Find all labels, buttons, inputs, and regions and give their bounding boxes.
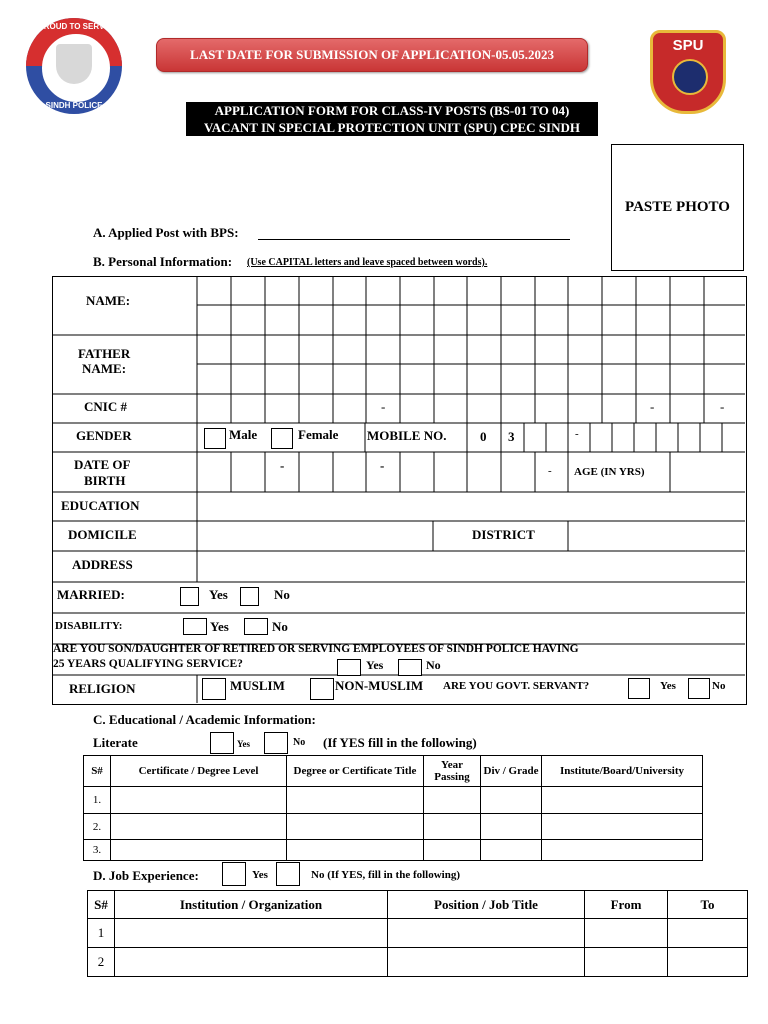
address-input[interactable] (198, 552, 744, 581)
disability-no-checkbox[interactable] (244, 618, 268, 635)
cnic-dash-1: - (381, 399, 386, 414)
edu-row-2-sno: 2. (84, 814, 111, 840)
dob-dash-2: - (380, 458, 385, 473)
father-name-input-grid[interactable] (198, 336, 744, 393)
table-row[interactable] (84, 840, 703, 861)
married-yes-label: Yes (209, 587, 228, 602)
edu-header-year: Year Passing (424, 756, 481, 787)
non-muslim-label: NON-MUSLIM (335, 678, 424, 693)
dob-dash-3: - (548, 465, 552, 477)
disability-label: DISABILITY: (55, 620, 123, 632)
form-title-line2: VACANT IN SPECIAL PROTECTION UNIT (SPU) CPEC SINDH (186, 119, 598, 136)
section-b-note: (Use CAPITAL letters and leave spaced between words). (247, 257, 488, 268)
police-family-yes-checkbox[interactable] (337, 659, 361, 676)
education-label: EDUCATION (61, 498, 140, 513)
spu-logo-text: SPU (672, 37, 704, 54)
edu-row-3-sno: 3. (84, 840, 111, 861)
section-b-label: B. Personal Information: (93, 254, 233, 269)
photo-label: PASTE PHOTO (625, 199, 730, 215)
education-input[interactable] (198, 493, 744, 520)
father-name-label-2: NAME: (82, 361, 127, 376)
married-label: MARRIED: (57, 587, 125, 602)
literate-instruction: (If YES fill in the following) (323, 735, 477, 750)
age-label: AGE (IN YRS) (574, 466, 645, 478)
table-row[interactable] (88, 919, 748, 948)
logo-text-bottom: SINDH POLICE (45, 101, 103, 110)
job-header-from: From (585, 891, 668, 919)
mobile-label: MOBILE NO. (367, 428, 447, 443)
married-yes-checkbox[interactable] (180, 587, 199, 606)
table-row[interactable] (84, 787, 703, 814)
female-label: Female (298, 427, 339, 442)
logo-text-top: PROUD TO SERVE (38, 22, 110, 31)
form-title-line1: APPLICATION FORM FOR CLASS-IV POSTS (BS-01 TO 04) (186, 102, 598, 119)
job-header-row (88, 891, 748, 919)
age-input[interactable] (671, 453, 744, 491)
mobile-digit-0: 0 (480, 429, 487, 444)
cnic-input-grid[interactable] (198, 395, 744, 422)
disability-yes-checkbox[interactable] (183, 618, 207, 635)
police-family-no-label: No (426, 658, 441, 672)
literate-label: Literate (93, 735, 138, 750)
job-instruction: No (If YES, fill in the following) (311, 869, 461, 881)
govt-yes-checkbox[interactable] (628, 678, 650, 699)
non-muslim-checkbox[interactable] (310, 678, 334, 700)
district-label: DISTRICT (472, 527, 535, 542)
govt-no-label: No (712, 680, 726, 692)
dob-label-2: BIRTH (84, 473, 126, 488)
cnic-dash-2: - (650, 399, 655, 414)
job-no-checkbox[interactable] (276, 862, 300, 886)
male-checkbox[interactable] (204, 428, 226, 449)
job-header-sno: S# (88, 891, 115, 919)
edu-header-title: Degree or Certificate Title (287, 756, 424, 787)
name-label: NAME: (86, 293, 131, 308)
disability-no-label: No (272, 619, 288, 634)
section-d-label: D. Job Experience: (93, 868, 199, 883)
edu-header-sno: S# (84, 756, 111, 787)
dob-dash-1: - (280, 458, 285, 473)
literate-no-label: No (293, 737, 306, 748)
police-family-question-1: ARE YOU SON/DAUGHTER OF RETIRED OR SERVING EMPLOYEES OF SINDH POLICE HAVING (53, 643, 579, 655)
section-a-label: A. Applied Post with BPS: (93, 225, 239, 240)
job-yes-checkbox[interactable] (222, 862, 246, 886)
female-checkbox[interactable] (271, 428, 293, 449)
job-header-position: Position / Job Title (388, 891, 585, 919)
edu-header-grade: Div / Grade (481, 756, 542, 787)
govt-servant-label: ARE YOU GOVT. SERVANT? (443, 680, 590, 692)
edu-header-institute: Institute/Board/University (542, 756, 703, 787)
police-family-yes-label: Yes (366, 658, 384, 672)
mobile-digit-3: 3 (508, 429, 515, 444)
job-yes-label: Yes (252, 869, 268, 881)
mobile-dash: - (575, 428, 579, 440)
govt-no-checkbox[interactable] (688, 678, 710, 699)
job-row-1-sno: 1 (88, 919, 115, 948)
religion-label: RELIGION (69, 681, 136, 696)
job-header-to: To (668, 891, 748, 919)
married-no-checkbox[interactable] (240, 587, 259, 606)
table-row[interactable] (88, 948, 748, 977)
married-no-label: No (274, 587, 290, 602)
police-family-question-2: 25 YEARS QUALIFYING SERVICE? (53, 658, 243, 670)
mobile-input-grid[interactable] (525, 424, 744, 451)
district-input[interactable] (569, 522, 744, 550)
gender-label: GENDER (76, 428, 132, 443)
table-row[interactable] (84, 814, 703, 840)
cnic-label: CNIC # (84, 399, 127, 414)
job-row-2-sno: 2 (88, 948, 115, 977)
govt-yes-label: Yes (660, 680, 676, 692)
education-header-row (84, 756, 703, 787)
education-table (83, 755, 703, 861)
muslim-label: MUSLIM (230, 678, 285, 693)
name-input-grid[interactable] (198, 277, 744, 334)
disability-yes-label: Yes (210, 619, 229, 634)
male-label: Male (229, 427, 258, 442)
address-label: ADDRESS (72, 557, 133, 572)
job-experience-table (87, 890, 748, 977)
muslim-checkbox[interactable] (202, 678, 226, 700)
police-family-no-checkbox[interactable] (398, 659, 422, 676)
literate-yes-checkbox[interactable] (210, 732, 234, 754)
domicile-label: DOMICILE (68, 527, 137, 542)
domicile-input[interactable] (198, 522, 432, 550)
section-c-label: C. Educational / Academic Information: (93, 712, 316, 727)
cnic-dash-3: - (720, 399, 725, 414)
literate-yes-label: Yes (237, 739, 250, 749)
job-header-institution: Institution / Organization (115, 891, 388, 919)
father-name-label-1: FATHER (78, 346, 131, 361)
edu-row-1-sno: 1. (84, 787, 111, 814)
dob-label-1: DATE OF (74, 457, 131, 472)
literate-no-checkbox[interactable] (264, 732, 288, 754)
edu-header-level: Certificate / Degree Level (111, 756, 287, 787)
deadline-banner: LAST DATE FOR SUBMISSION OF APPLICATION-05.05.2023 (156, 38, 588, 72)
dob-input-grid[interactable] (198, 453, 567, 491)
